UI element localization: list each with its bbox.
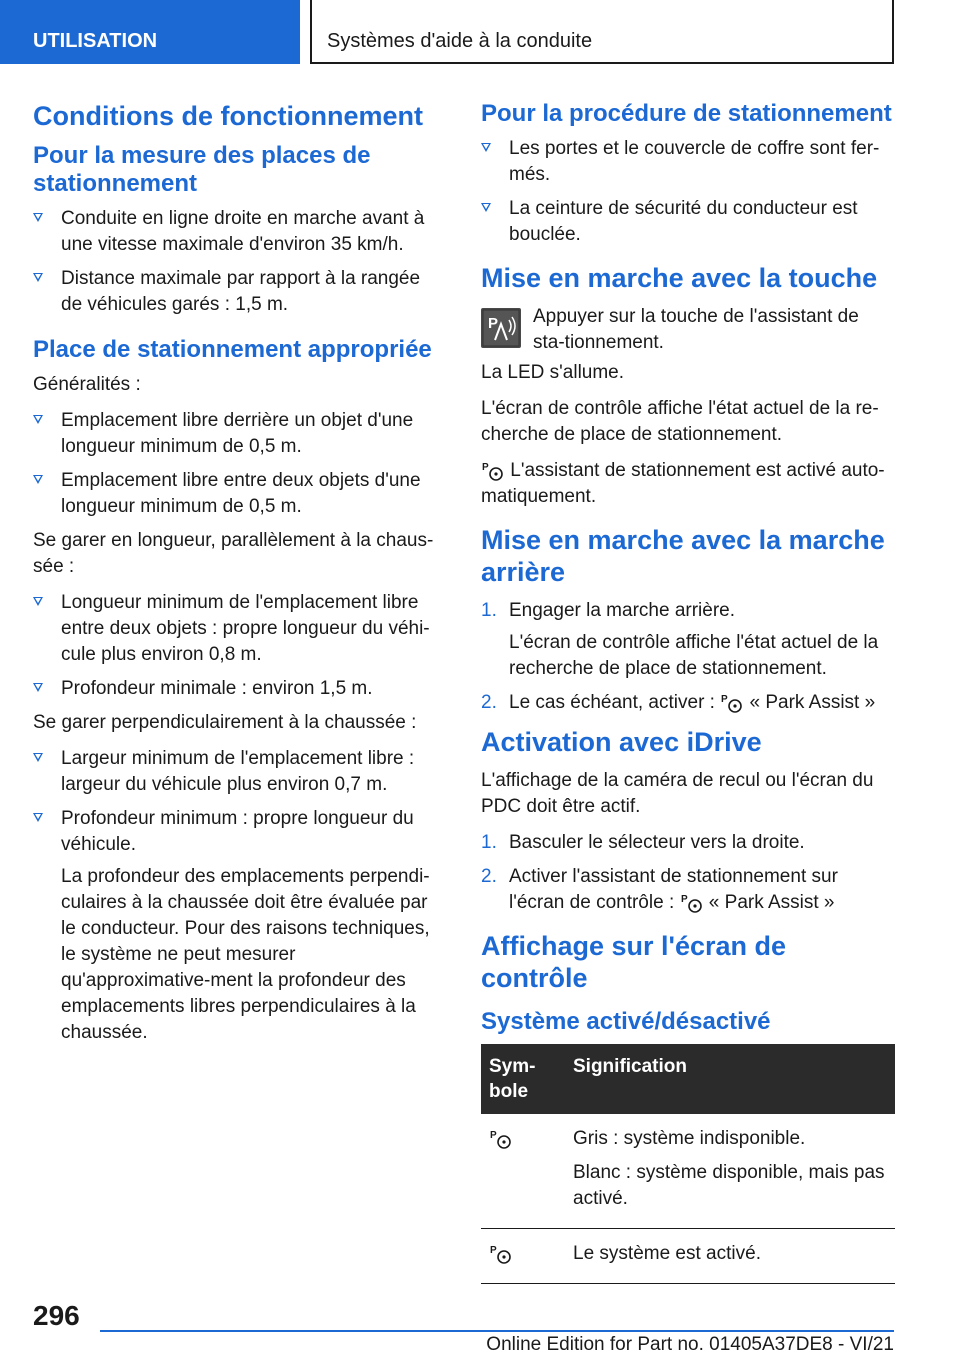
measure-list bbox=[33, 206, 443, 318]
list-item: La ceinture de sécurité du conducteur est bouclée. bbox=[481, 196, 895, 248]
park-assist-icon bbox=[489, 1128, 513, 1150]
park-assist-active-icon bbox=[489, 1243, 513, 1265]
list-item: 2. Le cas échéant, activer : P « Park Assist » bbox=[481, 692, 876, 713]
button-paragraph bbox=[481, 304, 895, 356]
section-title: UTILISATION bbox=[33, 30, 158, 52]
list-item: Profondeur minimum : propre longueur du véhicule. La profondeur des emplacements perpendi-culaires à la chaussée doit être évaluée par le conducteur. Pour des raisons techniques, le système ne peut mesurer qu'approximative-ment la profondeur des emplacements libres perpendiculaires à la chaussée. bbox=[33, 806, 443, 1046]
triangle-bullet-icon bbox=[33, 273, 43, 282]
idrive-steps bbox=[481, 830, 895, 916]
triangle-bullet-icon bbox=[33, 683, 43, 692]
table-header-row bbox=[481, 1044, 895, 1114]
list-item: Largeur minimum de l'emplacement libre : largeur du véhicule plus environ 0,7 m. bbox=[33, 746, 443, 798]
parallel-list bbox=[33, 590, 443, 702]
chapter-tab bbox=[310, 0, 894, 64]
list-item: Emplacement libre entre deux objets d'une longueur minimum de 0,5 m. bbox=[33, 468, 443, 520]
list-item: Profondeur minimale : environ 1,5 m. bbox=[33, 676, 443, 702]
svg-text:P: P bbox=[680, 893, 688, 905]
svg-text:P: P bbox=[490, 1129, 497, 1141]
list-item: Longueur minimum de l'emplacement libre entre deux objets : propre longueur du véhi-cule plus environ 0,8 m. bbox=[33, 590, 443, 668]
general-label: Généralités : bbox=[33, 374, 141, 395]
svg-text:P: P bbox=[490, 1244, 497, 1256]
park-assist-icon bbox=[481, 460, 505, 482]
triangle-bullet-icon bbox=[33, 753, 43, 762]
heading-conditions: Conditions de fonctionnement bbox=[33, 101, 423, 131]
procedure-list bbox=[481, 136, 895, 248]
triangle-bullet-icon bbox=[33, 475, 43, 484]
table-cell-meaning: Gris : système indisponible. Blanc : système disponible, mais pas activé. bbox=[565, 1114, 895, 1229]
table-row bbox=[481, 1114, 895, 1229]
auto-paragraph bbox=[481, 458, 895, 510]
table-cell-meaning: Le système est activé. bbox=[565, 1229, 895, 1284]
general-list bbox=[33, 408, 443, 520]
list-item: 1. Basculer le sélecteur vers la droite. bbox=[481, 832, 805, 853]
heading-reverse: Mise en marche avec la marche arrière bbox=[481, 525, 885, 587]
list-item: Les portes et le couvercle de coffre sont fer-més. bbox=[481, 136, 895, 188]
park-assist-button-icon bbox=[481, 308, 521, 348]
idrive-text: L'affichage de la caméra de recul ou l'écran du PDC doit être actif. bbox=[481, 770, 874, 817]
heading-measure: Pour la mesure des places de stationnement bbox=[33, 142, 371, 197]
list-item: Emplacement libre derrière un objet d'une longueur minimum de 0,5 m. bbox=[33, 408, 443, 460]
screen-text: L'écran de contrôle affiche l'état actuel de la re-cherche de place de stationnement. bbox=[481, 398, 879, 445]
section-tab bbox=[0, 0, 300, 64]
symbol-table bbox=[481, 1044, 895, 1284]
list-item: 1. Engager la marche arrière. L'écran de contrôle affiche l'état actuel de la recherche de place de stationnement. bbox=[481, 600, 879, 679]
triangle-bullet-icon bbox=[33, 213, 43, 222]
triangle-bullet-icon bbox=[481, 203, 491, 212]
table-header-symbol: Sym-bole bbox=[481, 1044, 565, 1114]
triangle-bullet-icon bbox=[481, 143, 491, 152]
list-item: Conduite en ligne droite en marche avant à une vitesse maximale d'environ 35 km/h. bbox=[33, 206, 443, 258]
left-column bbox=[33, 100, 443, 1054]
svg-text:P: P bbox=[482, 461, 489, 473]
perp-list bbox=[33, 746, 443, 1046]
table-header-meaning: Signification bbox=[565, 1044, 895, 1114]
edition-text: Online Edition for Part no. 01405A37DE8 - VI/21 bbox=[486, 1334, 894, 1355]
parallel-label: Se garer en longueur, parallèlement à la chaus-sée : bbox=[33, 530, 434, 577]
table-row bbox=[481, 1229, 895, 1284]
perp-note: La profondeur des emplacements perpendi-culaires à la chaussée doit être évaluée par le conducteur. Pour des raisons techniques, le système ne peut mesurer qu'approximative-ment la profondeur des emplacements libres perpendiculaires à la chaussée. bbox=[61, 866, 430, 1043]
right-column bbox=[481, 100, 895, 1284]
table-cell-symbol bbox=[481, 1229, 565, 1284]
heading-place: Place de stationnement appropriée bbox=[33, 336, 432, 363]
heading-system: Système activé/désactivé bbox=[481, 1008, 771, 1035]
footer-divider bbox=[100, 1330, 894, 1332]
reverse-steps bbox=[481, 598, 895, 716]
svg-text:P: P bbox=[721, 693, 728, 705]
heading-procedure: Pour la procédure de stationnement bbox=[481, 100, 892, 127]
svg-text:P: P bbox=[488, 315, 499, 332]
heading-button: Mise en marche avec la touche bbox=[481, 263, 878, 293]
led-text: La LED s'allume. bbox=[481, 362, 625, 383]
list-item: Distance maximale par rapport à la rangée de véhicules garés : 1,5 m. bbox=[33, 266, 443, 318]
park-assist-icon bbox=[680, 892, 704, 914]
perp-label: Se garer perpendiculairement à la chaussée : bbox=[33, 712, 417, 733]
page-number: 296 bbox=[33, 1300, 80, 1331]
table-cell-symbol bbox=[481, 1114, 565, 1229]
button-text: Appuyer sur la touche de l'assistant de sta-tionnement. bbox=[533, 306, 859, 353]
heading-display: Affichage sur l'écran de contrôle bbox=[481, 931, 787, 993]
triangle-bullet-icon bbox=[33, 597, 43, 606]
heading-idrive: Activation avec iDrive bbox=[481, 727, 762, 757]
park-assist-icon bbox=[720, 692, 744, 714]
triangle-bullet-icon bbox=[33, 813, 43, 822]
chapter-title: Systèmes d'aide à la conduite bbox=[327, 30, 593, 52]
list-item: 2. Activer l'assistant de stationnement sur l'écran de contrôle : P « Park Assist » bbox=[481, 866, 838, 913]
auto-text: L'assistant de stationnement est activé auto-matiquement. bbox=[481, 460, 885, 507]
triangle-bullet-icon bbox=[33, 415, 43, 424]
